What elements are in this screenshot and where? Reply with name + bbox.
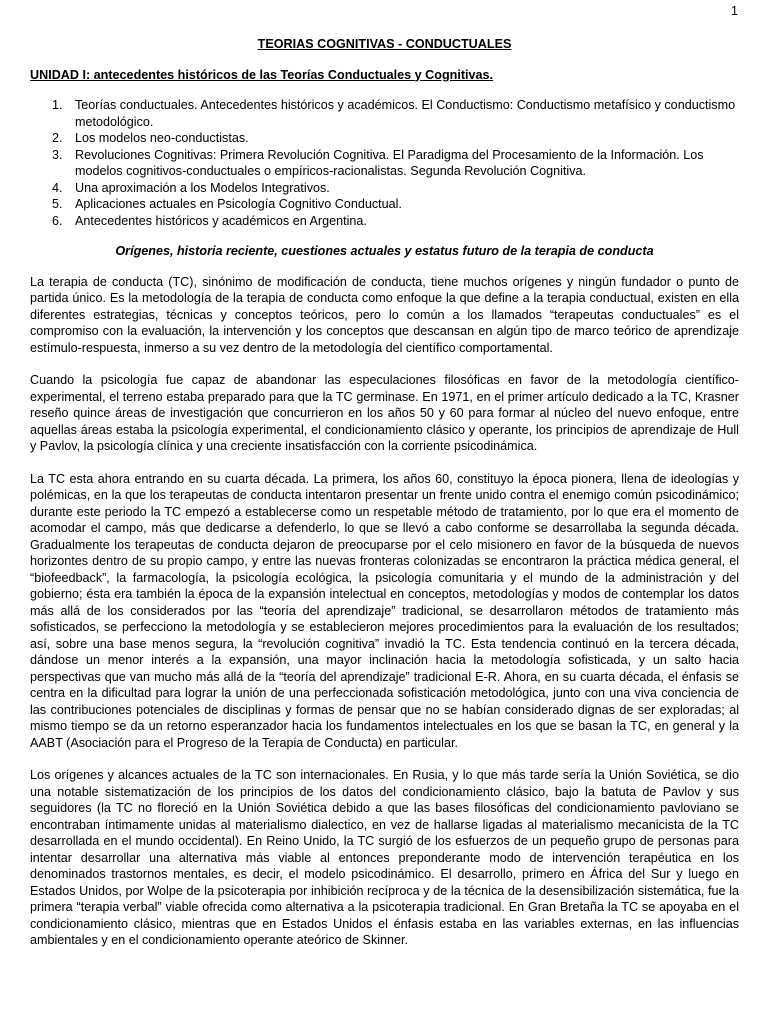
list-item-number: 4. (52, 180, 63, 195)
list-item (30, 196, 739, 213)
list-item-text: Aplicaciones actuales en Psicología Cognitivo Conductual. (75, 197, 402, 211)
document-body (30, 36, 739, 965)
paragraph-psychology-methodology: Cuando la psicología fue capaz de abandonar las especulaciones filosóficas en favor de la metodología científico-experimental, el terreno estaba preparado para que la TC germinase. En 1971, en el primer artículo dedicado a la TC, Krasner reseño quince áreas de investigación que concurrieron en los años 50 y 60 para formar al núcleo del nuevo enfoque, entre aquellas áreas estaba la psicología experimental, el condicionamiento clásico y operante, los principios de aprendizaje de Hull y Pavlov, la psicología clínica y una creciente insatisfacción con la corriente psicodinámica. (30, 373, 739, 453)
list-item (30, 130, 739, 147)
list-item (30, 97, 739, 130)
list-item-number: 3. (52, 147, 63, 162)
list-item-number: 1. (52, 98, 63, 112)
list-item (30, 147, 739, 180)
list-item-number: 5. (52, 197, 63, 211)
list-item-text: Antecedentes históricos y académicos en Argentina. (75, 213, 367, 228)
list-item-text: Los modelos neo-conductistas. (75, 131, 249, 145)
paragraph-decades: La TC esta ahora entrando en su cuarta década. La primera, los años 60, constituyo la época pionera, llena de ideologías y polémicas, en la que los terapeutas de conducta intentaron presentar un frente unido contra el enemigo común psicodinámico; durante este periodo la TC empezó a establecerse como un respetable método de tratamiento, por lo que era el momento de acomodar el campo, más que dedicarse a defenderlo, lo que se llevó a cabo conforme se desarrollaba la segunda década. Gradualmente los terapeutas de conducta dejaron de preocuparse por el celo misionero en favor de la búsqueda de nuevos horizontes dentro de su propio campo, y entre las nuevas fronteras colonizadas se encontraron la práctica médica general, el “biofeedback”, la farmacología, la psicología ecológica, la psicología comunitaria y el mundo de la administración y del gobierno; ésta era también la época de la expansión intelectual en conceptos, metodologías y modos de contemplar los datos más allá de los considerados por las “teoría del aprendizaje” tradicional, se desarrollaron métodos de tratamiento más sofisticados, se perfecciono la metodología y se establecieron mejores procedimientos para la evaluación de los resultados; así, sobre una base menos segura, la “revolución cognitiva” invadió la TC. Esta tendencia continuó en la tercera década, dándose un menor interés a la expansión, una mayor inclinación hacia la metodología sofisticada, y un salto hacia perspectivas que van mucho más allá de la “teoría del aprendizaje” tradicional E-R. Ahora, en su cuarta década, el énfasis se centra en la dificultad para lograr la unión de una perfeccionada sofisticación metodológica, junto con una viva conciencia de las contribuciones potenciales de disciplinas y formas de pensar que no se habían considerado dignas de ser exploradas; al mismo tiempo se da un retorno esperanzador hacia los fundamentos intelectuales en los que se basan la TC, en general y la AABT (Asociación para el Progreso de la Terapia de Conducta) en particular. (30, 471, 739, 750)
section-title: Orígenes, historia reciente, cuestiones actuales y estatus futuro de la terapia de conducta (115, 244, 654, 258)
list-item-number: 6. (52, 213, 63, 228)
list-item-text: Una aproximación a los Modelos Integrativos. (75, 180, 330, 195)
list-item-number: 2. (52, 131, 63, 145)
document-title: TEORIAS COGNITIVAS - CONDUCTUALES (257, 37, 512, 51)
unit-heading: UNIDAD I: antecedentes históricos de las Teorías Conductuales y Cognitivas. (30, 67, 494, 82)
paragraph-intro: La terapia de conducta (TC), sinónimo de modificación de conducta, tiene muchos orígenes y ningún fundador o punto de partida único. Es la metodología de la terapia de conducta como enfoque la que define a la terapia conductual, existen en ella diferentes estrategias, técnicas y conceptos teóricos, pero lo común a los llamados “terapeutas conductuales” es el compromiso con la evaluación, la intervención y los conceptos que descansan en algún tipo de marco teórico de aprendizaje estímulo-respuesta, inmerso a su vez dentro de la metodología del científico comportamental. (30, 274, 739, 355)
page-number: 1 (731, 4, 738, 18)
list-item (30, 180, 739, 197)
paragraph-international-origins: Los orígenes y alcances actuales de la TC son internacionales. En Rusia, y lo que más tarde sería la Unión Soviética, se dio una notable sistematización de los principios de los datos del condicionamiento clásico, bajo la batuta de Pavlov y sus seguidores (la TC no floreció en la Unión Soviética debido a que las bases filosóficas del condicionamiento pavloviano se encontraban íntimamente unidas al materialismo dialectico, en vez de hallarse ligadas al materialismo mecanicista de la TC desarrollada en el mundo occidental). En Reino Unido, la TC surgió de los esfuerzos de un pequeño grupo de personas para intentar desarrollar una alternativa más viable al entonces preponderante modo de intervención terapéutica en los denominados trastornos mentales, es decir, el modelo psicodinámico. El desarrollo, primero en África del Sur y luego en Estados Unidos, por Wolpe de la psicoterapia por inhibición recíproca y de la técnica de la desensibilización sistemática, fue la primera “terapia verbal” viable ofrecida como alternativa a la psicoterapia tradicional. En Gran Bretaña la TC se apoyaba en el condicionamiento clásico, mientras que en Estados Unidos el énfasis estaba en las variables externas, en las influencias ambientales y en el condicionamiento operante ateórico de Skinner. (30, 768, 739, 947)
list-item-text: Revoluciones Cognitivas: Primera Revolución Cognitiva. El Paradigma del Procesamiento de la Información. Los modelos cognitivos-conductuales o empíricos-racionalistas. Segunda Revolución Cognitiva. (75, 147, 704, 178)
topics-list (30, 97, 739, 229)
list-item-text: Teorías conductuales. Antecedentes históricos y académicos. El Conductismo: Conductismo metafísico y conductismo metodológico. (75, 98, 736, 129)
list-item (30, 213, 739, 230)
